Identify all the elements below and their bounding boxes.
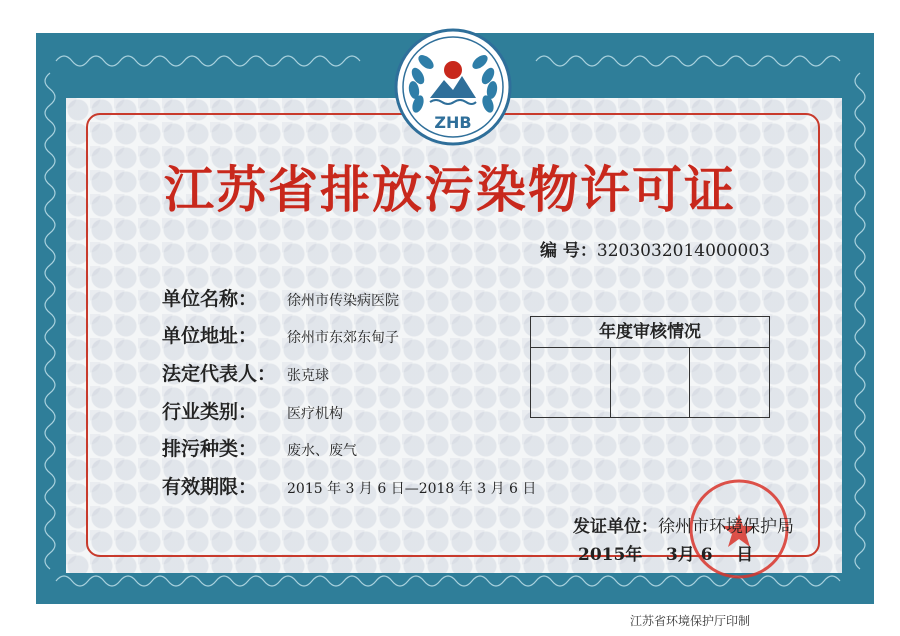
serial-label: 编 号： [540,241,597,261]
field-value: 张克球 [287,368,329,384]
issuer-value: 徐州市环境保护局 [658,517,794,537]
certificate-title: 江苏省排放污染物许可证 [164,161,736,219]
field-value: 徐州市传染病医院 [287,293,399,309]
field-legal-representative [162,359,329,386]
issue-date: 2015年 3月 6 日 [578,545,754,565]
field-unit-name [162,284,399,311]
serial-number [540,236,770,261]
environment-protection-emblem-icon [394,28,512,146]
field-validity-period [162,472,536,499]
annual-audit-header: 年度审核情况 [531,317,769,348]
field-value: 2015 年 3 月 6 日—2018 年 3 月 6 日 [287,481,537,497]
field-label: 排污种类： [162,438,258,460]
issuing-authority [573,512,794,537]
field-label: 法定代表人： [162,363,277,385]
audit-cell [611,348,691,418]
field-label: 单位名称： [162,288,258,310]
field-unit-address [162,321,399,348]
printer-footer: 江苏省环境保护厅印制 [630,614,751,628]
annual-audit-table [530,316,770,418]
audit-cell [531,348,611,418]
emblem-text: ZHB [434,113,472,132]
field-value: 徐州市东郊东甸子 [287,330,399,346]
audit-cell [690,348,769,418]
field-label: 行业类别： [162,401,258,423]
field-value: 废水、废气 [287,443,357,459]
field-pollutant-type [162,434,357,461]
field-value: 医疗机构 [287,406,343,422]
field-label: 单位地址： [162,325,258,347]
field-label: 有效期限： [162,476,258,498]
issuer-label: 发证单位： [573,517,658,537]
serial-value: 3203032014000003 [596,241,770,261]
field-industry-category [162,397,343,424]
